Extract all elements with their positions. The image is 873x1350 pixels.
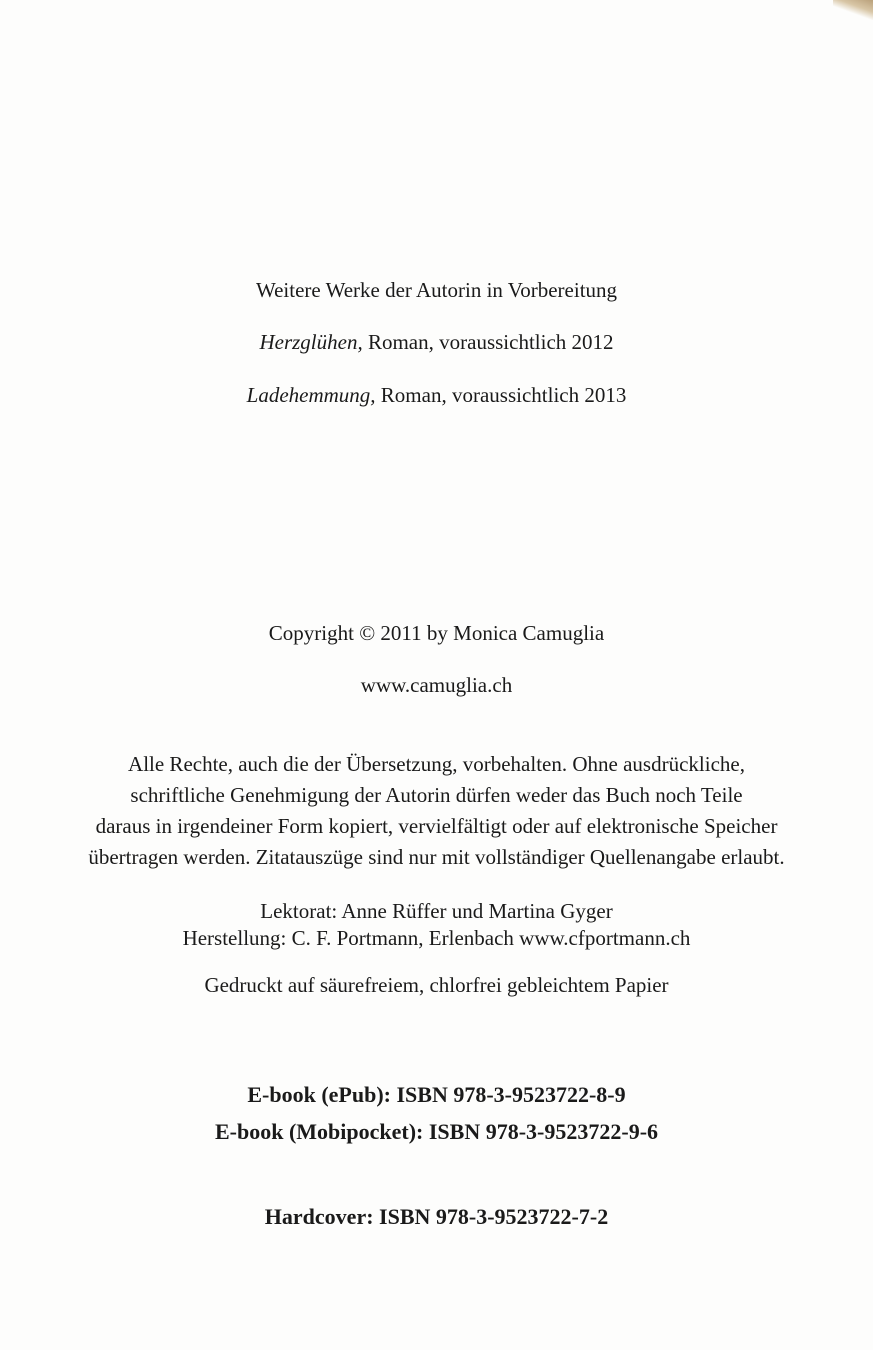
- production-credit: Herstellung: C. F. Portmann, Erlenbach www.cfportmann.ch: [182, 926, 691, 950]
- rights-line: schriftliche Genehmigung der Autorin dürfen weder das Buch noch Teile: [130, 783, 743, 807]
- isbn-ebook-epub: E-book (ePub): ISBN 978-3-9523722-8-9: [247, 1082, 626, 1107]
- copyright-notice: Copyright © 2011 by Monica Camuglia: [268, 621, 605, 645]
- work-title: Herzglühen,: [259, 330, 363, 354]
- work-details: Roman, voraussichtlich 2013: [375, 383, 627, 407]
- upcoming-works-heading: Weitere Werke der Autorin in Vorbereitung: [255, 278, 618, 302]
- upcoming-work-1: [0, 328, 873, 356]
- rights-line: daraus in irgendeiner Form kopiert, vervielfältigt oder auf elektronische Speicher: [95, 814, 778, 838]
- author-website: www.camuglia.ch: [360, 673, 513, 697]
- editing-credit: Lektorat: Anne Rüffer und Martina Gyger: [260, 899, 613, 923]
- page-corner-shadow: [833, 0, 873, 20]
- upcoming-work-2: [0, 381, 873, 409]
- work-title: Ladehemmung,: [246, 383, 376, 407]
- rights-line: übertragen werden. Zitatauszüge sind nur mit vollständiger Quellenangabe erlaubt.: [88, 845, 785, 869]
- isbn-hardcover: Hardcover: ISBN 978-3-9523722-7-2: [264, 1204, 609, 1229]
- rights-line: Alle Rechte, auch die der Übersetzung, vorbehalten. Ohne ausdrückliche,: [128, 752, 745, 776]
- isbn-ebook-mobipocket: E-book (Mobipocket): ISBN 978-3-9523722-9-6: [214, 1119, 659, 1144]
- work-details: Roman, voraussichtlich 2012: [362, 330, 614, 354]
- paper-note: Gedruckt auf säurefreiem, chlorfrei gebleichtem Papier: [204, 973, 669, 997]
